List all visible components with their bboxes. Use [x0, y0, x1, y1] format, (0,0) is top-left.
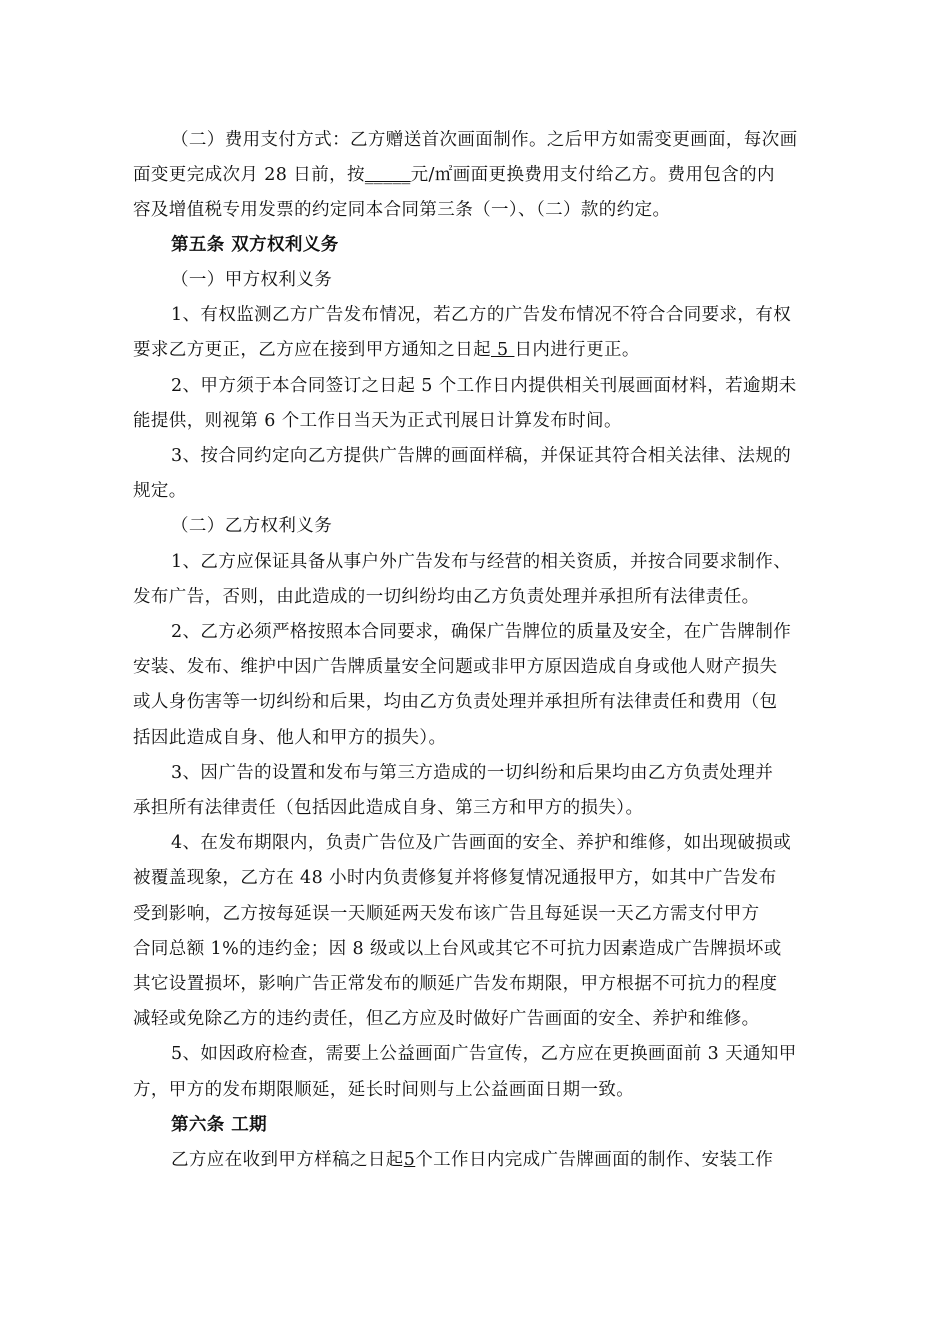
- paragraph-line: 4、在发布期限内，负责广告位及广告画面的安全、养护和维修，如出现破损或: [171, 833, 792, 853]
- line-text: 面变更完成次月 28 日前，按: [133, 165, 365, 185]
- paragraph-line: [133, 163, 775, 187]
- section-heading: 第六条 工期: [171, 1115, 267, 1135]
- line-text: 日内进行更正。: [514, 340, 640, 360]
- line-text: 元/㎡画面更换费用支付给乙方。费用包含的内: [410, 165, 775, 185]
- workdays-blank: 5: [403, 1150, 416, 1170]
- paragraph-line: 规定。: [133, 481, 187, 501]
- paragraph-line: 合同总额 1%的违约金；因 8 级或以上台风或其它不可抗力因素造成广告牌损坏或: [133, 939, 782, 959]
- fee-blank: _____: [364, 165, 411, 185]
- paragraph-line: 方，甲方的发布期限顺延，延长时间则与上公益画面日期一致。: [133, 1080, 635, 1100]
- paragraph-line: 3、因广告的设置和发布与第三方造成的一切纠纷和后果均由乙方负责处理并: [171, 763, 774, 783]
- line-text: 个工作日内完成广告牌画面的制作、安装工作: [415, 1150, 774, 1170]
- paragraph-line: 容及增值税专用发票的约定同本合同第三条（一）、（二）款的约定。: [133, 200, 671, 220]
- days-blank: 5: [491, 340, 515, 360]
- line-text: 乙方应在收到甲方样稿之日起: [171, 1150, 404, 1170]
- paragraph-line: 承担所有法律责任（包括因此造成自身、第三方和甲方的损失）。: [133, 798, 644, 818]
- paragraph-line: （二）费用支付方式：乙方赠送首次画面制作。之后甲方如需变更画面，每次画: [171, 130, 798, 150]
- paragraph-line: 括因此造成自身、他人和甲方的损失）。: [133, 728, 447, 748]
- subsection-heading: （一）甲方权利义务: [171, 270, 333, 290]
- paragraph-line: 3、按合同约定向乙方提供广告牌的画面样稿，并保证其符合相关法律、法规的: [171, 446, 792, 466]
- subsection-heading: （二）乙方权利义务: [171, 516, 333, 536]
- paragraph-line: 受到影响，乙方按每延误一天顺延两天发布该广告且每延误一天乙方需支付甲方: [133, 904, 760, 924]
- paragraph-line: 2、乙方必须严格按照本合同要求，确保广告牌位的质量及安全，在广告牌制作: [171, 622, 792, 642]
- paragraph-line: [171, 1148, 773, 1172]
- paragraph-line: 1、乙方应保证具备从事户外广告发布与经营的相关资质，并按合同要求制作、: [171, 552, 792, 572]
- paragraph-line: 安装、发布、维护中因广告牌质量安全问题或非甲方原因造成自身或他人财产损失: [133, 657, 778, 677]
- paragraph-line: 减轻或免除乙方的违约责任，但乙方应及时做好广告画面的安全、养护和维修。: [133, 1009, 760, 1029]
- paragraph-line: [133, 338, 640, 362]
- paragraph-line: 2、甲方须于本合同签订之日起 5 个工作日内提供相关刊展画面材料，若逾期未: [171, 376, 797, 396]
- paragraph-line: 发布广告，否则，由此造成的一切纠纷均由乙方负责处理并承担所有法律责任。: [133, 587, 760, 607]
- line-text: 要求乙方更正，乙方应在接到甲方通知之日起: [133, 340, 491, 360]
- paragraph-line: 5、如因政府检查，需要上公益画面广告宣传，乙方应在更换画面前 3 天通知甲: [171, 1044, 797, 1064]
- paragraph-line: 能提供，则视第 6 个工作日当天为正式刊展日计算发布时间。: [133, 411, 622, 431]
- paragraph-line: 或人身伤害等一切纠纷和后果，均由乙方负责处理并承担所有法律责任和费用（包: [133, 692, 778, 712]
- paragraph-line: 其它设置损坏，影响广告正常发布的顺延广告发布期限，甲方根据不可抗力的程度: [133, 974, 778, 994]
- paragraph-line: 1、有权监测乙方广告发布情况，若乙方的广告发布情况不符合合同要求，有权: [171, 305, 792, 325]
- section-heading: 第五条 双方权利义务: [171, 235, 339, 255]
- paragraph-line: 被覆盖现象，乙方在 48 小时内负责修复并将修复情况通报甲方，如其中广告发布: [133, 868, 777, 888]
